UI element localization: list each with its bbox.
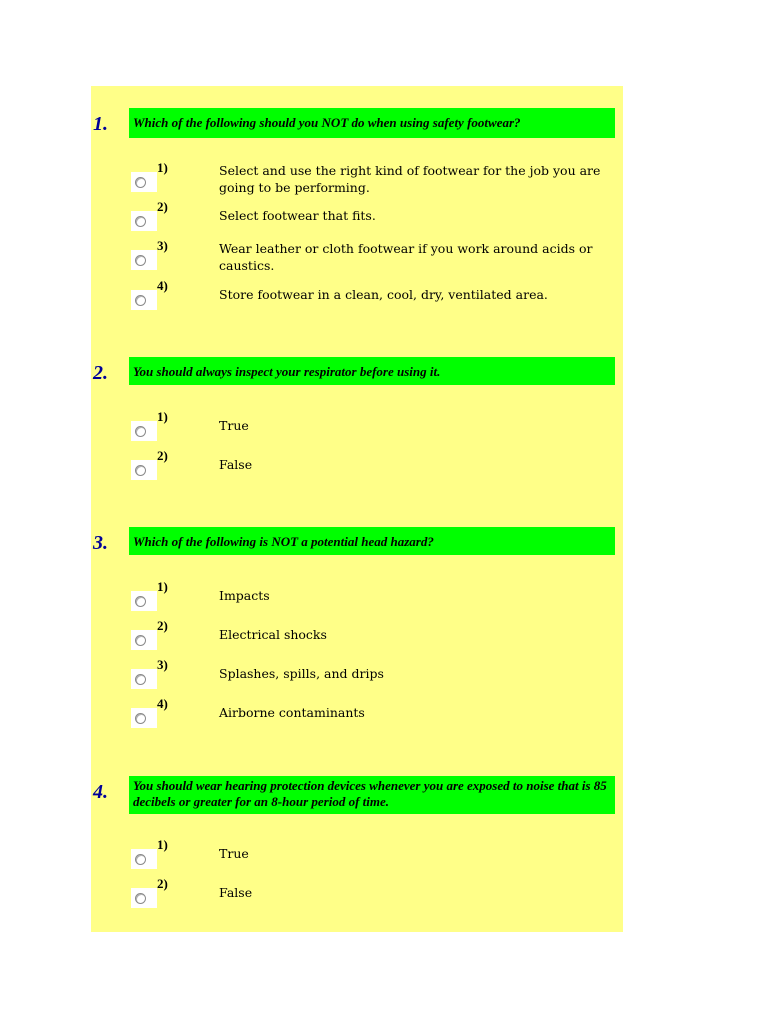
question-number: 1. (93, 113, 108, 135)
radio-button[interactable] (131, 630, 157, 650)
option-text: Electrical shocks (219, 627, 327, 642)
radio-button[interactable] (131, 708, 157, 728)
option-number: 3) (157, 238, 168, 253)
option-text: False (219, 885, 253, 900)
question-text: Which of the following is NOT a potential head hazard? (129, 527, 615, 555)
radio-circle-icon (135, 177, 146, 188)
radio-circle-icon (135, 893, 146, 904)
radio-button[interactable] (131, 421, 157, 441)
option-text: Store footwear in a clean, cool, dry, ventilated area. (219, 287, 548, 302)
radio-button[interactable] (131, 172, 157, 192)
radio-button[interactable] (131, 669, 157, 689)
option-text: Select footwear that fits. (219, 208, 376, 223)
option-number: 4) (157, 696, 168, 711)
radio-circle-icon (135, 255, 146, 266)
option-number: 1) (157, 837, 168, 852)
option-text: Select and use the right kind of footwear for the job you are going to be performing. (219, 163, 601, 195)
radio-button[interactable] (131, 211, 157, 231)
radio-circle-icon (135, 596, 146, 607)
question-text: You should wear hearing protection devices whenever you are exposed to noise that is 85 decibels or greater for an 8-hour period of time. (129, 776, 615, 814)
option-text: Airborne contaminants (219, 705, 365, 720)
question-number: 4. (93, 781, 108, 803)
question-text: You should always inspect your respirator before using it. (129, 357, 615, 385)
option-number: 1) (157, 409, 168, 424)
radio-button[interactable] (131, 849, 157, 869)
radio-circle-icon (135, 465, 146, 476)
quiz-sheet (91, 86, 623, 932)
radio-circle-icon (135, 426, 146, 437)
radio-button[interactable] (131, 888, 157, 908)
radio-button[interactable] (131, 591, 157, 611)
option-text: Impacts (219, 588, 270, 603)
question-number: 3. (93, 532, 108, 554)
radio-circle-icon (135, 854, 146, 865)
option-number: 2) (157, 448, 168, 463)
option-number: 1) (157, 579, 168, 594)
question-number: 2. (93, 362, 108, 384)
option-text: True (219, 418, 249, 433)
radio-circle-icon (135, 635, 146, 646)
question-text: Which of the following should you NOT do when using safety footwear? (129, 108, 615, 138)
option-text: Splashes, spills, and drips (219, 666, 384, 681)
option-number: 3) (157, 657, 168, 672)
radio-circle-icon (135, 674, 146, 685)
radio-circle-icon (135, 713, 146, 724)
radio-button[interactable] (131, 250, 157, 270)
option-number: 4) (157, 278, 168, 293)
radio-button[interactable] (131, 460, 157, 480)
radio-circle-icon (135, 216, 146, 227)
radio-circle-icon (135, 295, 146, 306)
radio-button[interactable] (131, 290, 157, 310)
option-text: Wear leather or cloth footwear if you work around acids or caustics. (219, 241, 593, 273)
option-text: True (219, 846, 249, 861)
option-text: False (219, 457, 253, 472)
option-number: 1) (157, 160, 168, 175)
option-number: 2) (157, 618, 168, 633)
option-number: 2) (157, 199, 168, 214)
option-number: 2) (157, 876, 168, 891)
